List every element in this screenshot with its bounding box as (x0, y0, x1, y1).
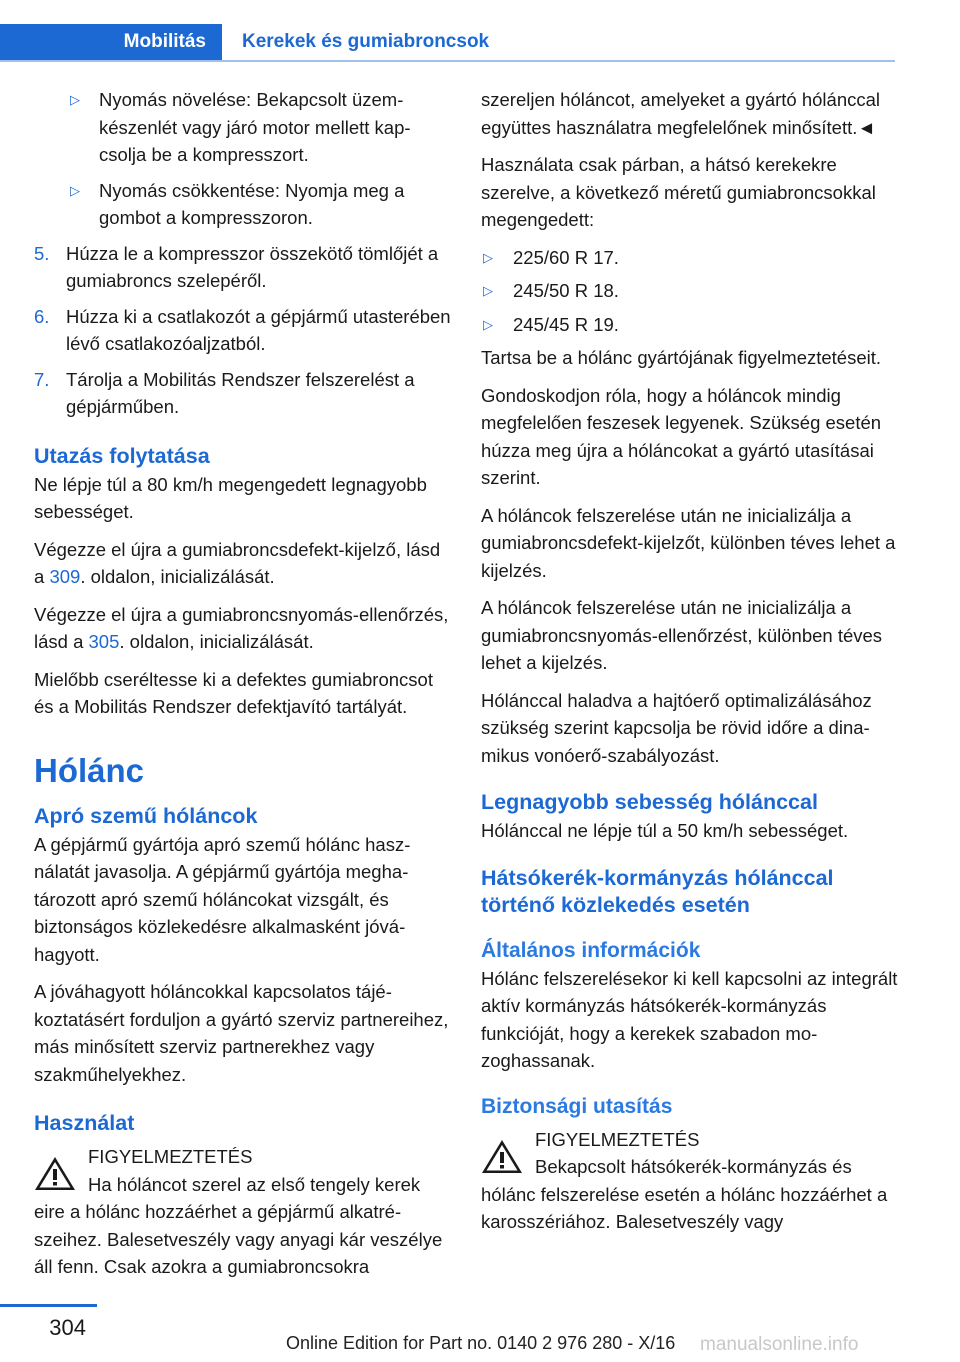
warning-triangle-icon (481, 1138, 523, 1174)
right-column (481, 86, 898, 1236)
list-item (34, 86, 451, 169)
rear-steering-heading: Hátsókerék-kormányzás hólánccal történő közlekedés esetén (481, 865, 834, 917)
bullet-text: Nyomás növelése: Bekapcsolt üzemkészenlét vagy járó motor mellett kapcsolja be a kompresszort. (99, 89, 411, 165)
bullet-text: Nyomás csökkentése: Nyomja meg a gombot a kompresszoron. (99, 179, 405, 228)
page-number: 304 (49, 1315, 86, 1340)
paragraph: Hólánc felszerelésekor ki kell kapcsolni az integrált aktív kormányzás hátsókerék-kormányzás funkcióját, hogy a kerekek szabadon mozoghassanak. (481, 967, 898, 1071)
paragraph: A jóváhagyott hóláncokkal kapcsolatos tájékoztatásért forduljon a gyártó szerviz partnereihez, más minősített szerviz partnerekhez vagy szakműhelyekhez. (34, 981, 449, 1085)
triangle-bullet-icon: ▷ (70, 182, 80, 198)
paragraph: Gondoskodjon róla, hogy a hóláncok mindig megfelelően feszesek legyenek. Szükség esetén húzza meg újra a hóláncokat a gyártó utasításai szerint. (481, 384, 882, 488)
step-item (34, 240, 451, 295)
warning-block (34, 1143, 451, 1281)
paragraph: szereljen hóláncot, amelyeket a gyártó hólánccal együttes használatra megfelelőnek minősített.◄ (481, 89, 881, 138)
footer-divider (0, 1304, 97, 1307)
paragraph: Végezze el újra a gumiabroncsdefekt-kijelző, lásd a 309. oldalon, inicializálását. (34, 538, 441, 587)
warning-title: FIGYELMEZTETÉS (535, 1128, 700, 1150)
paragraph: Hólánccal haladva a hajtóerő optimalizálásához szükség szerint kapcsolja be rövid időre a dinamikus vonóerő-szabályozást. (481, 689, 872, 766)
paragraph: Hólánccal ne lépje túl a 50 km/h sebességet. (481, 820, 849, 841)
section-tab[interactable]: Mobilitás (0, 24, 222, 60)
paragraph: Ne lépje túl a 80 km/h megengedett legnagyobb sebességet. (34, 473, 427, 522)
paragraph: A hóláncok felszerelése után ne inicializálja a gumiabroncsnyomás-ellenőrzést, különben téves lehet a kijelzés. (481, 597, 883, 673)
page-header (0, 0, 895, 62)
step-number: 7. (34, 368, 50, 390)
warning-block (481, 1126, 898, 1236)
continue-heading: Utazás folytatása (34, 443, 210, 468)
use-heading: Használat (34, 1111, 135, 1135)
general-info-heading: Általános információk (481, 938, 701, 962)
tire-size: 245/45 R 19. (513, 313, 619, 335)
triangle-bullet-icon: ▷ (483, 316, 493, 332)
tire-size: 245/50 R 18. (513, 280, 619, 301)
tire-size: 225/60 R 17. (513, 246, 619, 268)
triangle-bullet-icon: ▷ (483, 249, 493, 265)
page-link-309[interactable]: 309 (49, 566, 81, 587)
main-heading: Hólánc (34, 751, 145, 789)
paragraph: Használata csak párban, a hátsó kerekekre szerelve, a következő méretű gumiabroncsokkal megengedett: (481, 154, 876, 230)
step-item (34, 366, 451, 421)
header-divider (0, 60, 895, 62)
triangle-bullet-icon: ▷ (70, 92, 80, 107)
edition-note: Online Edition for Part no. 0140 2 976 280 - X/16 (286, 1333, 676, 1353)
speed-heading: Legnagyobb sebesség hólánccal (481, 790, 818, 814)
warning-title: FIGYELMEZTETÉS (88, 1146, 253, 1167)
list-item (34, 177, 451, 232)
step-text: Tárolja a Mobilitás Rendszer felszerelést a gépjárműben. (66, 368, 415, 417)
warning-text: Ha hóláncot szerel az első tengely kerek (88, 1173, 421, 1195)
paragraph: Mielőbb cseréltesse ki a defektes gumiabroncsot és a Mobilitás Rendszer defektjavító tartályát. (34, 668, 433, 717)
warning-text: hólánc felszerelése esetén a hólánc hozzáérhet a karosszériához. Balesetveszély vagy (481, 1183, 888, 1232)
watermark: manualsonline.info (700, 1334, 859, 1355)
left-column (34, 86, 451, 1281)
list-item (481, 311, 898, 339)
page-link-305[interactable]: 305 (88, 631, 120, 652)
warning-text: eire a hólánc hozzáérhet a gépjármű alkatrészeihez. Balesetveszély vagy anyagi kár veszélye áll fenn. Csak azokra a gumiabroncsokra (34, 1201, 443, 1277)
paragraph: Végezze el újra a gumiabroncsnyomás-ellenőrzés, lásd a 305. oldalon, inicializálását. (34, 603, 449, 652)
chapter-title: Kerekek és gumiabroncsok (242, 31, 490, 52)
fine-chains-heading: Apró szemű hóláncok (34, 803, 258, 828)
list-item (481, 244, 898, 272)
warning-triangle-icon (34, 1155, 76, 1191)
step-number: 5. (34, 242, 50, 264)
list-item (481, 277, 898, 305)
step-item (34, 303, 451, 358)
paragraph: A gépjármű gyártója apró szemű hólánc használatát javasolja. A gépjármű gyártója meghatározott apró szemű hóláncokat vizsgált, és biztonságos közlekedésre alkalmasként jóváhagyott. (34, 833, 411, 965)
safety-heading: Biztonsági utasítás (481, 1094, 673, 1118)
warning-text: Bekapcsolt hátsókerék-kormányzás és (535, 1156, 852, 1177)
paragraph: A hóláncok felszerelése után ne inicializálja a gumiabroncsdefekt-kijelzőt, különben téves lehet a kijelzés. (481, 504, 896, 581)
step-text: Húzza ki a csatlakozót a gépjármű utasterében lévő csatlakozóaljzatból. (66, 305, 451, 354)
paragraph: Tartsa be a hólánc gyártójának figyelmeztetéseit. (481, 347, 882, 368)
triangle-bullet-icon: ▷ (483, 283, 493, 298)
step-number: 6. (34, 305, 50, 327)
step-text: Húzza le a kompresszor összekötő tömlőjét a gumiabroncs szelepéről. (66, 242, 439, 291)
